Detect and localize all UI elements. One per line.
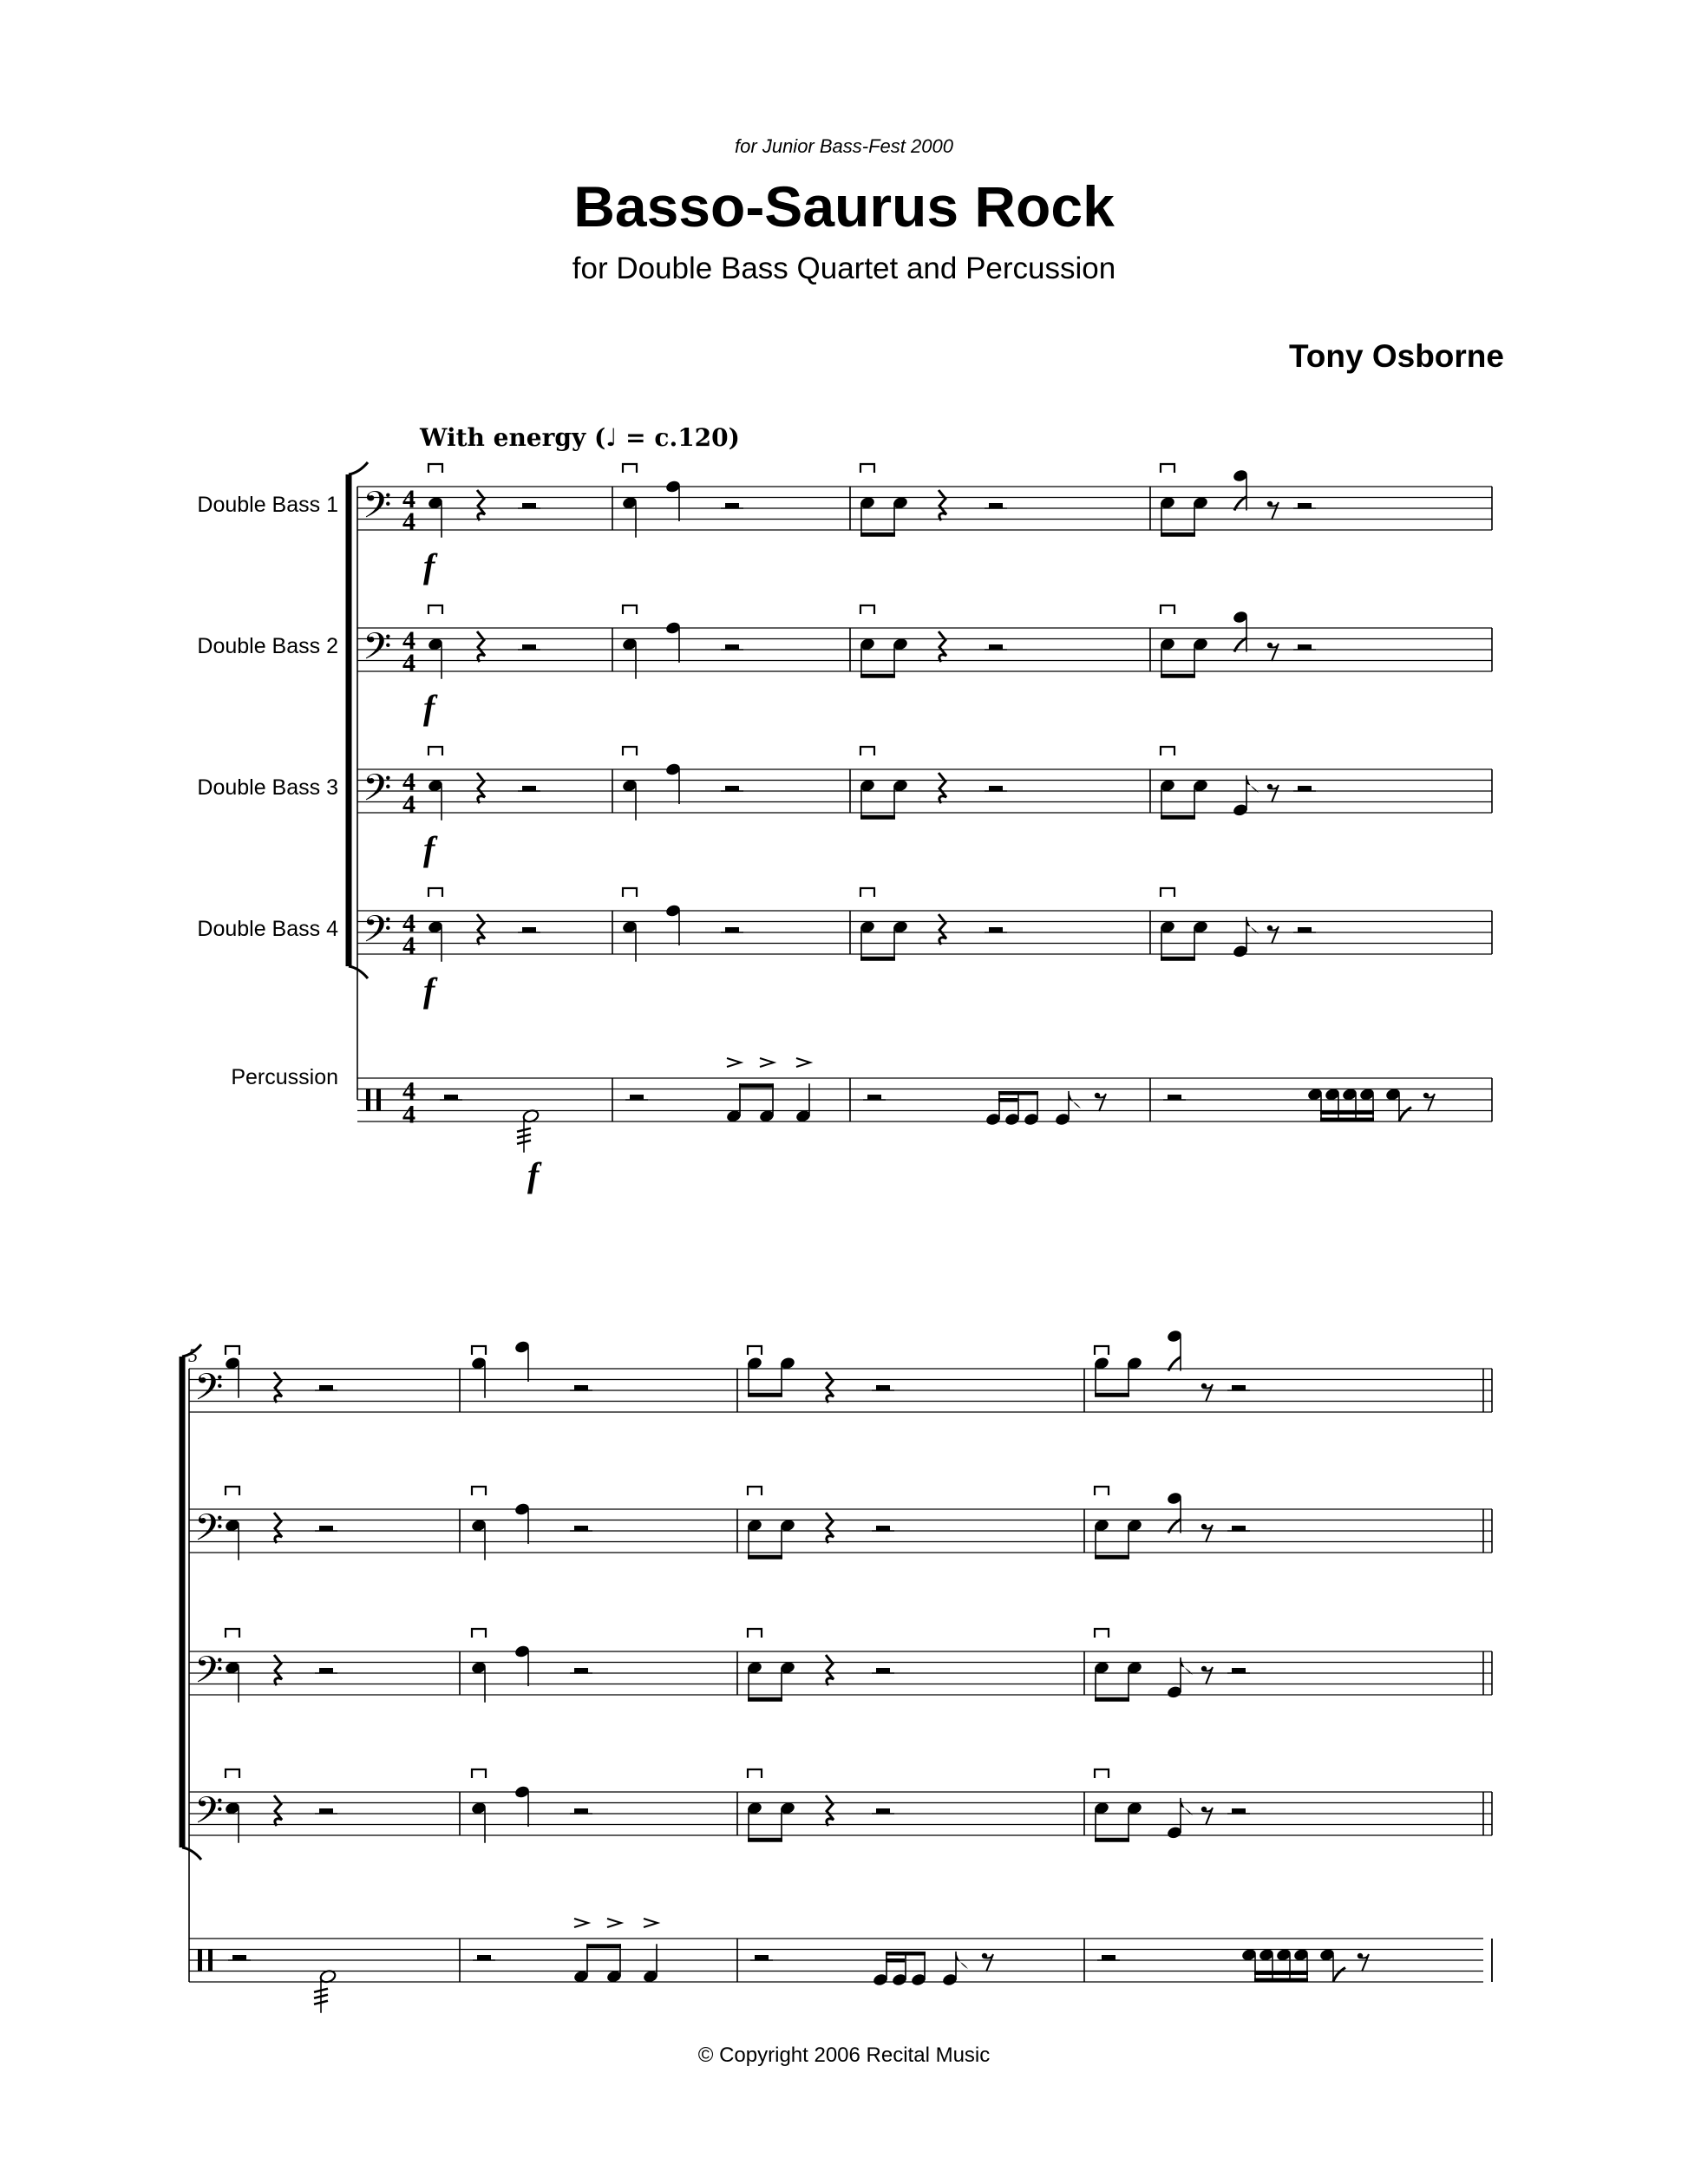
note-beam <box>1254 1978 1308 1983</box>
note-beam <box>886 1958 905 1963</box>
down-bow-mark <box>226 1487 239 1495</box>
quarter-rest <box>826 1655 834 1685</box>
note-beam <box>1095 1555 1129 1560</box>
accent-mark <box>796 1058 810 1067</box>
half-rest <box>1232 1668 1246 1673</box>
time-signature-numerator: 4 <box>402 768 415 796</box>
accent-mark <box>607 1919 621 1927</box>
note-beam <box>1161 815 1195 820</box>
quarter-rest <box>274 1655 282 1685</box>
down-bow-mark <box>623 464 637 473</box>
dynamic-marking: f <box>423 546 435 585</box>
quarter-rest <box>939 631 946 662</box>
note-beam <box>998 1098 1017 1102</box>
half-rest <box>319 1668 333 1673</box>
down-bow-mark <box>1095 1769 1109 1778</box>
down-bow-mark <box>226 1629 239 1638</box>
quarter-rest <box>477 773 485 803</box>
half-rest <box>1232 1808 1246 1814</box>
time-signature-denominator: 4 <box>402 790 415 819</box>
measure-number: 5 <box>188 1344 198 1366</box>
down-bow-mark <box>1161 605 1174 614</box>
down-bow-mark <box>860 605 874 614</box>
quarter-note-icon: ♩ <box>605 423 618 452</box>
percussion-clef-icon <box>208 1950 213 1971</box>
half-rest <box>1102 1955 1116 1960</box>
note-flag <box>1181 1798 1193 1815</box>
half-rest <box>574 1808 588 1814</box>
half-rest <box>444 1095 458 1100</box>
down-bow-mark <box>472 1346 486 1355</box>
note-flag <box>1333 1968 1345 1982</box>
instrument-label-percussion: Percussion <box>231 1065 338 1089</box>
note-beam <box>860 533 895 537</box>
time-signature-numerator: 4 <box>402 485 415 513</box>
half-rest <box>522 503 536 508</box>
half-rest <box>876 1526 890 1531</box>
dynamic-marking: f <box>423 829 435 868</box>
down-bow-mark <box>860 888 874 897</box>
instrument-label-bass-2: Double Bass 2 <box>197 634 338 658</box>
half-rest <box>477 1955 491 1960</box>
copyright-notice: © Copyright 2006 Recital Music <box>697 2043 991 2067</box>
down-bow-mark <box>1161 747 1174 755</box>
bass-clef-icon: 𝄢 <box>194 1366 224 1418</box>
note-beam <box>1254 1971 1308 1976</box>
half-rest <box>876 1808 890 1814</box>
accent-mark <box>644 1919 658 1927</box>
bass-clef-icon: 𝄢 <box>363 908 392 960</box>
half-rest <box>574 1526 588 1531</box>
note-beam <box>748 1393 782 1397</box>
percussion-clef-icon <box>198 1950 202 1971</box>
tempo-text: With energy ( <box>420 423 606 452</box>
time-signature-denominator: 4 <box>402 507 415 536</box>
quarter-rest <box>274 1795 282 1826</box>
half-rest <box>876 1385 890 1390</box>
note-beam <box>1161 957 1195 961</box>
percussion-clef-icon <box>366 1089 370 1111</box>
piece-title: Basso-Saurus Rock <box>573 174 1115 239</box>
note-beam <box>1161 533 1195 537</box>
time-signature-numerator: 4 <box>402 1076 415 1106</box>
down-bow-mark <box>748 1346 762 1355</box>
note-flag <box>1181 1658 1193 1675</box>
half-rest <box>1168 1095 1181 1100</box>
accent-mark <box>574 1919 588 1927</box>
half-rest <box>319 1526 333 1531</box>
quarter-rest <box>939 914 946 945</box>
note-beam <box>1095 1697 1129 1702</box>
half-rest <box>725 503 739 508</box>
dynamic-marking: f <box>423 688 435 727</box>
note-beam <box>860 815 895 820</box>
bass-clef-icon: 𝄢 <box>194 1649 224 1701</box>
down-bow-mark <box>1095 1346 1109 1355</box>
note-beam <box>739 1083 774 1088</box>
down-bow-mark <box>472 1629 486 1638</box>
quarter-rest <box>274 1513 282 1543</box>
bass-clef-icon: 𝄢 <box>194 1507 224 1559</box>
down-bow-mark <box>226 1769 239 1778</box>
note-beam <box>998 1091 1038 1095</box>
note-beam <box>748 1838 782 1842</box>
down-bow-mark <box>748 1769 762 1778</box>
time-signature-denominator: 4 <box>402 1100 415 1129</box>
down-bow-mark <box>623 888 637 897</box>
time-signature-denominator: 4 <box>402 932 415 960</box>
time-signature-numerator: 4 <box>402 626 415 655</box>
down-bow-mark <box>1095 1629 1109 1638</box>
down-bow-mark <box>860 464 874 473</box>
quarter-rest <box>939 490 946 520</box>
quarter-rest <box>826 1513 834 1543</box>
time-signature-numerator: 4 <box>402 909 415 938</box>
half-rest <box>755 1955 769 1960</box>
down-bow-mark <box>429 888 442 897</box>
half-rest <box>319 1808 333 1814</box>
half-rest <box>1298 927 1312 932</box>
note-beam <box>1320 1111 1374 1115</box>
half-rest <box>522 927 536 932</box>
half-rest <box>232 1955 246 1960</box>
half-rest <box>989 786 1003 791</box>
bass-clef-icon: 𝄢 <box>363 767 392 819</box>
note-flag <box>1246 775 1259 793</box>
quarter-rest <box>826 1795 834 1826</box>
accent-mark <box>727 1058 741 1067</box>
bracket-hook <box>182 1847 201 1860</box>
down-bow-mark <box>748 1487 762 1495</box>
down-bow-mark <box>472 1487 486 1495</box>
half-rest <box>725 927 739 932</box>
down-bow-mark <box>623 605 637 614</box>
quarter-rest <box>477 490 485 520</box>
half-rest <box>989 644 1003 650</box>
half-rest <box>989 927 1003 932</box>
bass-clef-icon: 𝄢 <box>363 625 392 677</box>
bass-clef-icon: 𝄢 <box>194 1789 224 1841</box>
piece-subtitle: for Double Bass Quartet and Percussion <box>572 252 1116 285</box>
note-beam <box>748 1697 782 1702</box>
half-rest <box>319 1385 333 1390</box>
note-flag <box>1399 1108 1411 1121</box>
down-bow-mark <box>1161 888 1174 897</box>
down-bow-mark <box>226 1346 239 1355</box>
instrument-label-bass-1: Double Bass 1 <box>197 493 338 517</box>
down-bow-mark <box>860 747 874 755</box>
down-bow-mark <box>1095 1487 1109 1495</box>
down-bow-mark <box>623 747 637 755</box>
down-bow-mark <box>472 1769 486 1778</box>
instrument-label-bass-3: Double Bass 3 <box>197 775 338 800</box>
quarter-rest <box>826 1372 834 1403</box>
bracket-hook <box>349 462 368 474</box>
down-bow-mark <box>429 605 442 614</box>
composer-name: Tony Osborne <box>1288 338 1504 374</box>
half-rest <box>876 1668 890 1673</box>
quarter-rest <box>477 914 485 945</box>
instrument-label-bass-4: Double Bass 4 <box>197 917 338 941</box>
note-beam <box>586 1944 621 1948</box>
bracket-hook <box>182 1344 201 1357</box>
tempo-value: = c.120) <box>617 423 740 452</box>
note-beam <box>1161 674 1195 678</box>
half-rest <box>574 1668 588 1673</box>
note-beam <box>860 674 895 678</box>
note-flag <box>1246 917 1259 934</box>
down-bow-mark <box>1161 464 1174 473</box>
quarter-rest <box>274 1372 282 1403</box>
quarter-rest <box>939 773 946 803</box>
half-rest <box>1232 1526 1246 1531</box>
accent-mark <box>760 1058 774 1067</box>
note-beam <box>886 1952 926 1956</box>
note-beam <box>1320 1118 1374 1122</box>
half-rest <box>630 1095 644 1100</box>
half-rest <box>522 644 536 650</box>
note-beam <box>1095 1393 1129 1397</box>
half-rest <box>867 1095 881 1100</box>
note-beam <box>1095 1838 1129 1842</box>
down-bow-mark <box>429 747 442 755</box>
note-beam <box>748 1555 782 1560</box>
half-rest <box>725 786 739 791</box>
note-beam <box>860 957 895 961</box>
quarter-rest <box>477 631 485 662</box>
bass-clef-icon: 𝄢 <box>363 484 392 536</box>
dedication: for Junior Bass-Fest 2000 <box>735 135 953 157</box>
time-signature-denominator: 4 <box>402 649 415 677</box>
half-rest <box>1298 503 1312 508</box>
dynamic-marking: f <box>423 971 435 1010</box>
half-rest <box>522 786 536 791</box>
half-rest <box>1298 786 1312 791</box>
dynamic-marking: f <box>527 1155 540 1194</box>
half-rest <box>989 503 1003 508</box>
bracket-hook <box>349 966 368 978</box>
down-bow-mark <box>429 464 442 473</box>
percussion-clef-icon <box>376 1089 381 1111</box>
half-rest <box>725 644 739 650</box>
half-rest <box>574 1385 588 1390</box>
down-bow-mark <box>748 1629 762 1638</box>
half-rest <box>1232 1385 1246 1390</box>
half-rest <box>1298 644 1312 650</box>
